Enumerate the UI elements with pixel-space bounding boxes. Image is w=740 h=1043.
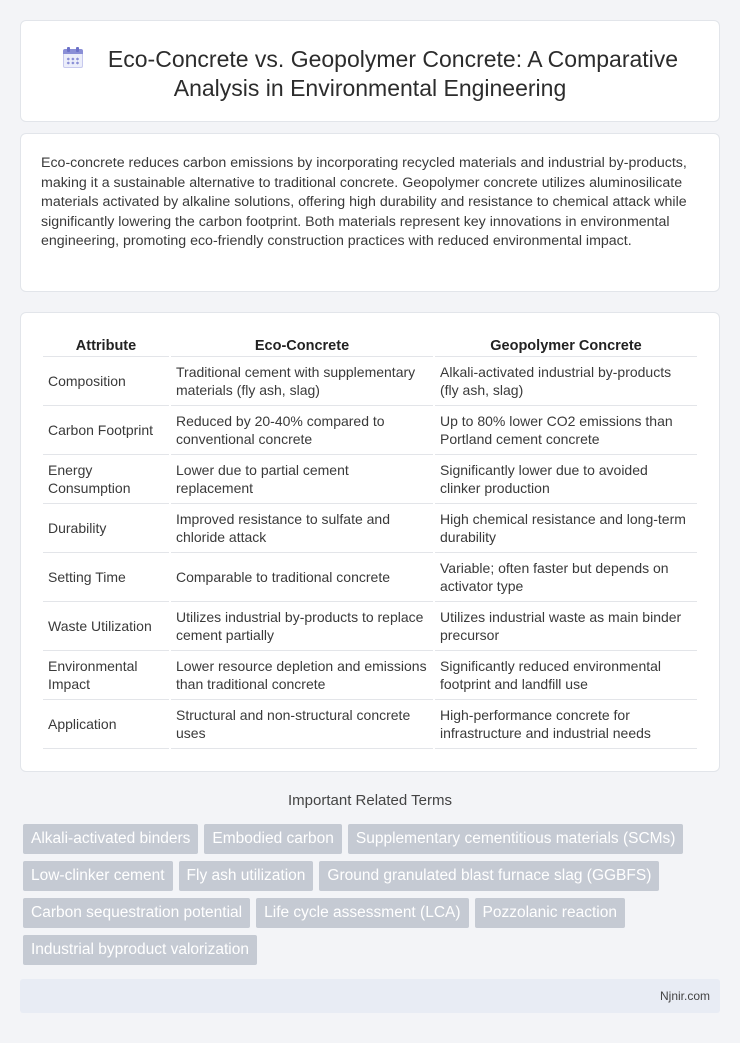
related-term-tag[interactable]: Life cycle assessment (LCA) [256, 898, 468, 928]
table-row [43, 455, 697, 504]
title-line-1: Eco-Concrete vs. Geopolymer Concrete: A Comparative [107, 46, 679, 72]
table-row [43, 406, 697, 455]
cell-geopolymer-concrete: High-performance concrete for infrastructure and industrial needs [435, 700, 697, 749]
cell-eco-concrete: Comparable to traditional concrete [171, 553, 433, 602]
intro-paragraph: Eco-concrete reduces carbon emissions by incorporating recycled materials and industrial by-products, making it a sustainable alternative to traditional concrete. Geopolymer concrete utilizes aluminosilicate materials activated by alkaline solutions, offering high durability and resistance to chemical attack while significantly lowering the carbon footprint. Both materials represent key innovations in environmental engineering, promoting eco-friendly construction practices with reduced environmental impact. [41, 155, 687, 249]
cell-attribute: Environmental Impact [43, 651, 169, 700]
comparison-table [41, 333, 699, 749]
related-terms-list [23, 824, 723, 965]
footer [20, 979, 720, 1013]
cell-attribute: Durability [43, 504, 169, 553]
related-term-tag[interactable]: Ground granulated blast furnace slag (GGBFS) [319, 861, 659, 891]
related-term-tag[interactable]: Alkali-activated binders [23, 824, 198, 854]
cell-attribute: Carbon Footprint [43, 406, 169, 455]
cell-geopolymer-concrete: Significantly lower due to avoided clinker production [435, 455, 697, 504]
comparison-table-card [20, 312, 720, 772]
cell-eco-concrete: Structural and non-structural concrete uses [171, 700, 433, 749]
related-terms-title: Important Related Terms [288, 792, 452, 809]
table-row [43, 602, 697, 651]
related-term-tag[interactable]: Supplementary cementitious materials (SCMs) [348, 824, 684, 854]
header-card [20, 20, 720, 122]
header-attribute: Attribute [43, 333, 169, 357]
cell-geopolymer-concrete: Alkali-activated industrial by-products (fly ash, slag) [435, 357, 697, 406]
cell-geopolymer-concrete: Utilizes industrial waste as main binder precursor [435, 602, 697, 651]
related-term-tag[interactable]: Pozzolanic reaction [475, 898, 625, 928]
cell-attribute: Energy Consumption [43, 455, 169, 504]
related-term-tag[interactable]: Fly ash utilization [179, 861, 314, 891]
table-row [43, 700, 697, 749]
table-header-row [43, 333, 697, 357]
page-title [21, 45, 719, 103]
footer-site: Njnir.com [659, 989, 710, 1003]
cell-geopolymer-concrete: Up to 80% lower CO2 emissions than Portland cement concrete [435, 406, 697, 455]
cell-geopolymer-concrete: Significantly reduced environmental footprint and landfill use [435, 651, 697, 700]
cell-attribute: Application [43, 700, 169, 749]
cell-geopolymer-concrete: High chemical resistance and long-term durability [435, 504, 697, 553]
table-row [43, 504, 697, 553]
header-geopolymer-concrete: Geopolymer Concrete [435, 333, 697, 357]
cell-attribute: Setting Time [43, 553, 169, 602]
cell-eco-concrete: Reduced by 20-40% compared to conventional concrete [171, 406, 433, 455]
cell-attribute: Composition [43, 357, 169, 406]
table-row [43, 357, 697, 406]
cell-eco-concrete: Traditional cement with supplementary materials (fly ash, slag) [171, 357, 433, 406]
title-line-2: Analysis in Environmental Engineering [173, 75, 567, 101]
cell-eco-concrete: Utilizes industrial by-products to replace cement partially [171, 602, 433, 651]
intro-card [20, 133, 720, 292]
cell-eco-concrete: Lower resource depletion and emissions than traditional concrete [171, 651, 433, 700]
related-term-tag[interactable]: Industrial byproduct valorization [23, 935, 257, 965]
related-term-tag[interactable]: Low-clinker cement [23, 861, 173, 891]
related-term-tag[interactable]: Embodied carbon [204, 824, 342, 854]
header-eco-concrete: Eco-Concrete [171, 333, 433, 357]
table-row [43, 651, 697, 700]
calendar-icon [62, 47, 84, 69]
cell-geopolymer-concrete: Variable; often faster but depends on activator type [435, 553, 697, 602]
table-row [43, 553, 697, 602]
cell-eco-concrete: Lower due to partial cement replacement [171, 455, 433, 504]
cell-attribute: Waste Utilization [43, 602, 169, 651]
cell-eco-concrete: Improved resistance to sulfate and chloride attack [171, 504, 433, 553]
related-term-tag[interactable]: Carbon sequestration potential [23, 898, 250, 928]
